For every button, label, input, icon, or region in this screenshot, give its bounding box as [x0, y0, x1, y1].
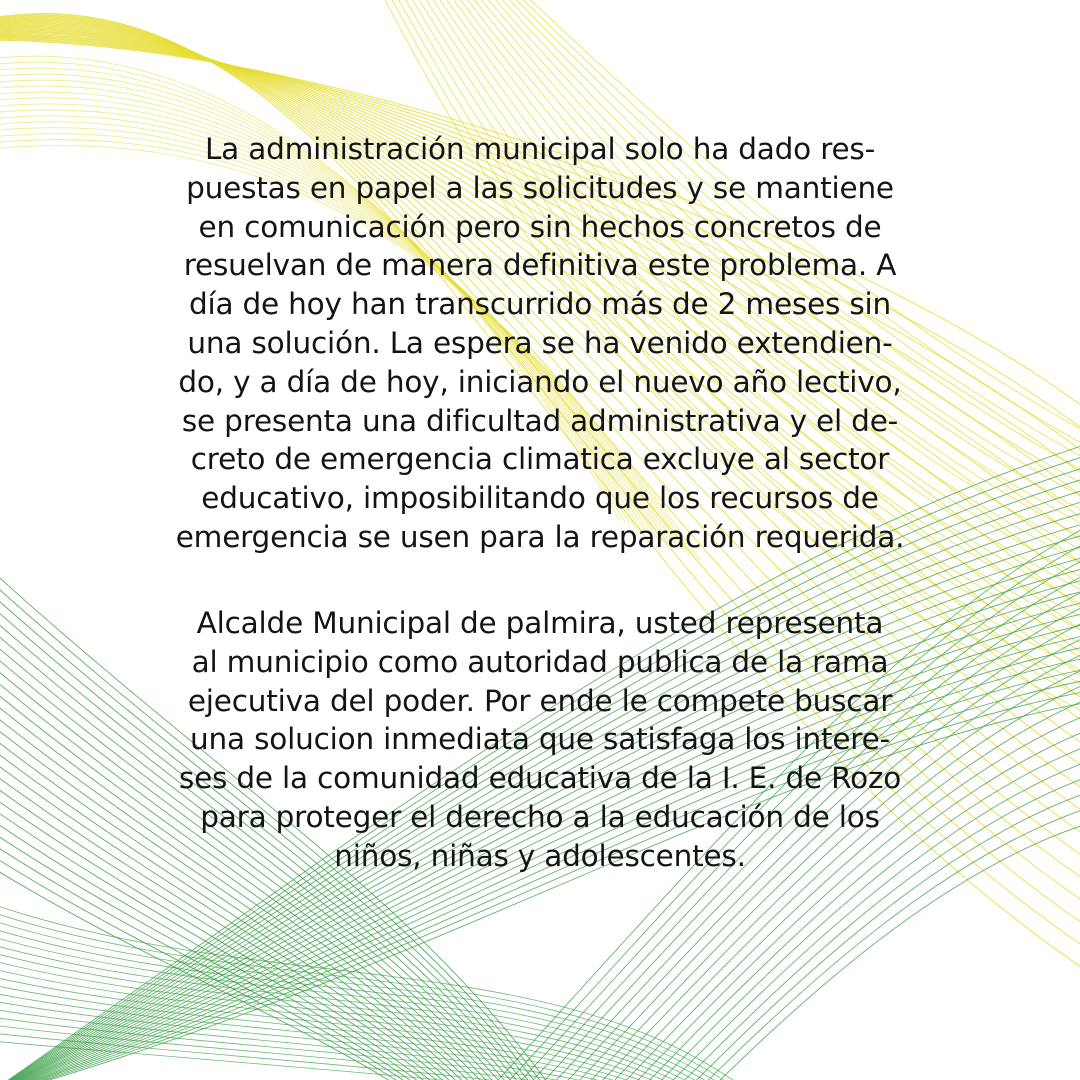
paragraph-1-line: resuelvan de manera definitiva este problema. A [183, 248, 897, 283]
paragraph-2-line: una solucion inmediata que satisfaga los intere- [190, 722, 890, 757]
paragraph-1-line: puestas en papel a las solicitudes y se mantiene [186, 170, 894, 205]
paragraph-1-line: día de hoy han transcurrido más de 2 meses sin [188, 287, 892, 322]
paragraph-1 [120, 130, 960, 557]
paragraph-1-line: se presenta una dificultad administrativa y el de- [181, 403, 899, 438]
wave-line [0, 933, 727, 1080]
paragraph-1-line: educativo, imposibilitando que los recursos de [201, 481, 879, 516]
paragraph-2-line: para proteger el derecho a la educación de los [200, 799, 880, 834]
paragraph-1-line: La administración municipal solo ha dado res- [204, 132, 876, 166]
paragraph-1-line: do, y a día de hoy, iniciando el nuevo año lectivo, [178, 364, 902, 399]
paragraph-2-line: niños, niñas y adolescentes. [334, 838, 746, 873]
paragraph-1-line: creto de emergencia climatica excluye al sector [190, 442, 890, 477]
paragraph-2 [120, 604, 960, 876]
paragraph-2-line: ejecutiva del poder. Por ende le compete buscar [187, 683, 893, 718]
paragraph-2-line: Alcalde Municipal de palmira, usted representa [196, 606, 884, 640]
paragraph-1-line: emergencia se usen para la reparación requerida. [175, 519, 905, 554]
paragraph-1-line: en comunicación pero sin hechos concretos de [198, 209, 882, 244]
paragraph-1-line: una solución. La espera se ha venido extendien- [187, 325, 893, 360]
paragraph-2-line: ses de la comunidad educativa de la I. E. de Rozo [178, 761, 902, 796]
paragraph-2-line: al municipio como autoridad publica de la rama [191, 644, 889, 679]
